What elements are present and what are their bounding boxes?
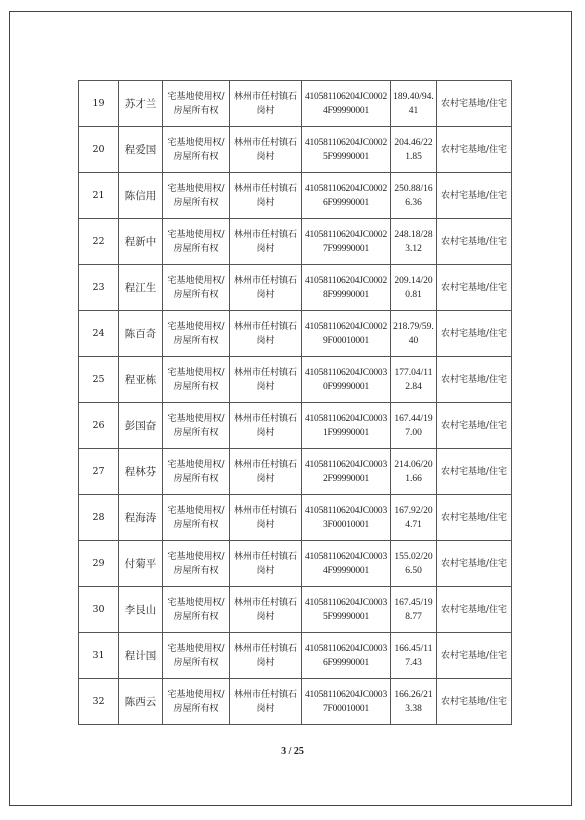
- row-number-cell: 24: [79, 311, 119, 357]
- area-cell: 166.45/117.43: [391, 633, 437, 679]
- land-use-cell: 农村宅基地/住宅: [437, 265, 512, 311]
- table-row: [79, 311, 512, 357]
- location-cell: 林州市任村镇石岗村: [230, 357, 302, 403]
- right-type-cell: 宅基地使用权/房屋所有权: [163, 81, 230, 127]
- table-row: [79, 633, 512, 679]
- table-row: [79, 495, 512, 541]
- owner-name-cell: 程计国: [119, 633, 163, 679]
- owner-name-cell: 付菊平: [119, 541, 163, 587]
- area-cell: 166.26/213.38: [391, 679, 437, 725]
- owner-name-cell: 陈西云: [119, 679, 163, 725]
- unit-number-cell: 410581106204JC00029F00010001: [302, 311, 391, 357]
- registration-table: [78, 80, 512, 725]
- row-number-cell: 30: [79, 587, 119, 633]
- land-use-cell: 农村宅基地/住宅: [437, 587, 512, 633]
- area-cell: 167.45/198.77: [391, 587, 437, 633]
- area-cell: 167.44/197.00: [391, 403, 437, 449]
- unit-number-cell: 410581106204JC00035F99990001: [302, 587, 391, 633]
- table-row: [79, 449, 512, 495]
- land-use-cell: 农村宅基地/住宅: [437, 311, 512, 357]
- unit-number-cell: 410581106204JC00024F99990001: [302, 81, 391, 127]
- land-use-cell: 农村宅基地/住宅: [437, 449, 512, 495]
- land-use-cell: 农村宅基地/住宅: [437, 219, 512, 265]
- owner-name-cell: 程江生: [119, 265, 163, 311]
- right-type-cell: 宅基地使用权/房屋所有权: [163, 311, 230, 357]
- row-number-cell: 28: [79, 495, 119, 541]
- area-cell: 177.04/112.84: [391, 357, 437, 403]
- area-cell: 189.40/94.41: [391, 81, 437, 127]
- right-type-cell: 宅基地使用权/房屋所有权: [163, 219, 230, 265]
- table-row: [79, 587, 512, 633]
- row-number-cell: 22: [79, 219, 119, 265]
- location-cell: 林州市任村镇石岗村: [230, 81, 302, 127]
- location-cell: 林州市任村镇石岗村: [230, 541, 302, 587]
- location-cell: 林州市任村镇石岗村: [230, 127, 302, 173]
- location-cell: 林州市任村镇石岗村: [230, 403, 302, 449]
- row-number-cell: 32: [79, 679, 119, 725]
- land-use-cell: 农村宅基地/住宅: [437, 357, 512, 403]
- unit-number-cell: 410581106204JC00033F00010001: [302, 495, 391, 541]
- unit-number-cell: 410581106204JC00027F99990001: [302, 219, 391, 265]
- unit-number-cell: 410581106204JC00030F99990001: [302, 357, 391, 403]
- land-use-cell: 农村宅基地/住宅: [437, 495, 512, 541]
- owner-name-cell: 彭国奋: [119, 403, 163, 449]
- owner-name-cell: 程亚栋: [119, 357, 163, 403]
- right-type-cell: 宅基地使用权/房屋所有权: [163, 587, 230, 633]
- row-number-cell: 27: [79, 449, 119, 495]
- land-use-cell: 农村宅基地/住宅: [437, 81, 512, 127]
- location-cell: 林州市任村镇石岗村: [230, 311, 302, 357]
- land-use-cell: 农村宅基地/住宅: [437, 403, 512, 449]
- table-row: [79, 127, 512, 173]
- unit-number-cell: 410581106204JC00028F99990001: [302, 265, 391, 311]
- location-cell: 林州市任村镇石岗村: [230, 679, 302, 725]
- row-number-cell: 31: [79, 633, 119, 679]
- table-row: [79, 357, 512, 403]
- owner-name-cell: 程林芬: [119, 449, 163, 495]
- land-use-cell: 农村宅基地/住宅: [437, 633, 512, 679]
- area-cell: 167.92/204.71: [391, 495, 437, 541]
- area-cell: 209.14/200.81: [391, 265, 437, 311]
- table-body: [79, 81, 512, 725]
- location-cell: 林州市任村镇石岗村: [230, 449, 302, 495]
- unit-number-cell: 410581106204JC00031F99990001: [302, 403, 391, 449]
- right-type-cell: 宅基地使用权/房屋所有权: [163, 633, 230, 679]
- land-use-cell: 农村宅基地/住宅: [437, 679, 512, 725]
- owner-name-cell: 陈百奇: [119, 311, 163, 357]
- area-cell: 155.02/206.50: [391, 541, 437, 587]
- location-cell: 林州市任村镇石岗村: [230, 173, 302, 219]
- row-number-cell: 20: [79, 127, 119, 173]
- area-cell: 218.79/59.40: [391, 311, 437, 357]
- right-type-cell: 宅基地使用权/房屋所有权: [163, 127, 230, 173]
- owner-name-cell: 程爱国: [119, 127, 163, 173]
- table-row: [79, 679, 512, 725]
- unit-number-cell: 410581106204JC00026F99990001: [302, 173, 391, 219]
- right-type-cell: 宅基地使用权/房屋所有权: [163, 679, 230, 725]
- row-number-cell: 29: [79, 541, 119, 587]
- right-type-cell: 宅基地使用权/房屋所有权: [163, 541, 230, 587]
- owner-name-cell: 苏才兰: [119, 81, 163, 127]
- right-type-cell: 宅基地使用权/房屋所有权: [163, 449, 230, 495]
- location-cell: 林州市任村镇石岗村: [230, 587, 302, 633]
- table-row: [79, 173, 512, 219]
- location-cell: 林州市任村镇石岗村: [230, 265, 302, 311]
- table-row: [79, 219, 512, 265]
- location-cell: 林州市任村镇石岗村: [230, 633, 302, 679]
- table-row: [79, 403, 512, 449]
- owner-name-cell: 陈信用: [119, 173, 163, 219]
- row-number-cell: 23: [79, 265, 119, 311]
- row-number-cell: 21: [79, 173, 119, 219]
- land-use-cell: 农村宅基地/住宅: [437, 173, 512, 219]
- owner-name-cell: 程海涛: [119, 495, 163, 541]
- table-row: [79, 265, 512, 311]
- row-number-cell: 19: [79, 81, 119, 127]
- area-cell: 250.88/166.36: [391, 173, 437, 219]
- owner-name-cell: 程新中: [119, 219, 163, 265]
- right-type-cell: 宅基地使用权/房屋所有权: [163, 173, 230, 219]
- unit-number-cell: 410581106204JC00025F99990001: [302, 127, 391, 173]
- right-type-cell: 宅基地使用权/房屋所有权: [163, 357, 230, 403]
- page-number: 3 / 25: [281, 746, 304, 757]
- location-cell: 林州市任村镇石岗村: [230, 495, 302, 541]
- unit-number-cell: 410581106204JC00036F99990001: [302, 633, 391, 679]
- land-use-cell: 农村宅基地/住宅: [437, 541, 512, 587]
- right-type-cell: 宅基地使用权/房屋所有权: [163, 403, 230, 449]
- location-cell: 林州市任村镇石岗村: [230, 219, 302, 265]
- unit-number-cell: 410581106204JC00037F00010001: [302, 679, 391, 725]
- row-number-cell: 25: [79, 357, 119, 403]
- unit-number-cell: 410581106204JC00034F99990001: [302, 541, 391, 587]
- table-row: [79, 541, 512, 587]
- area-cell: 214.06/201.66: [391, 449, 437, 495]
- unit-number-cell: 410581106204JC00032F99990001: [302, 449, 391, 495]
- area-cell: 204.46/221.85: [391, 127, 437, 173]
- land-use-cell: 农村宅基地/住宅: [437, 127, 512, 173]
- area-cell: 248.18/283.12: [391, 219, 437, 265]
- table-row: [79, 81, 512, 127]
- right-type-cell: 宅基地使用权/房屋所有权: [163, 265, 230, 311]
- row-number-cell: 26: [79, 403, 119, 449]
- owner-name-cell: 李艮山: [119, 587, 163, 633]
- right-type-cell: 宅基地使用权/房屋所有权: [163, 495, 230, 541]
